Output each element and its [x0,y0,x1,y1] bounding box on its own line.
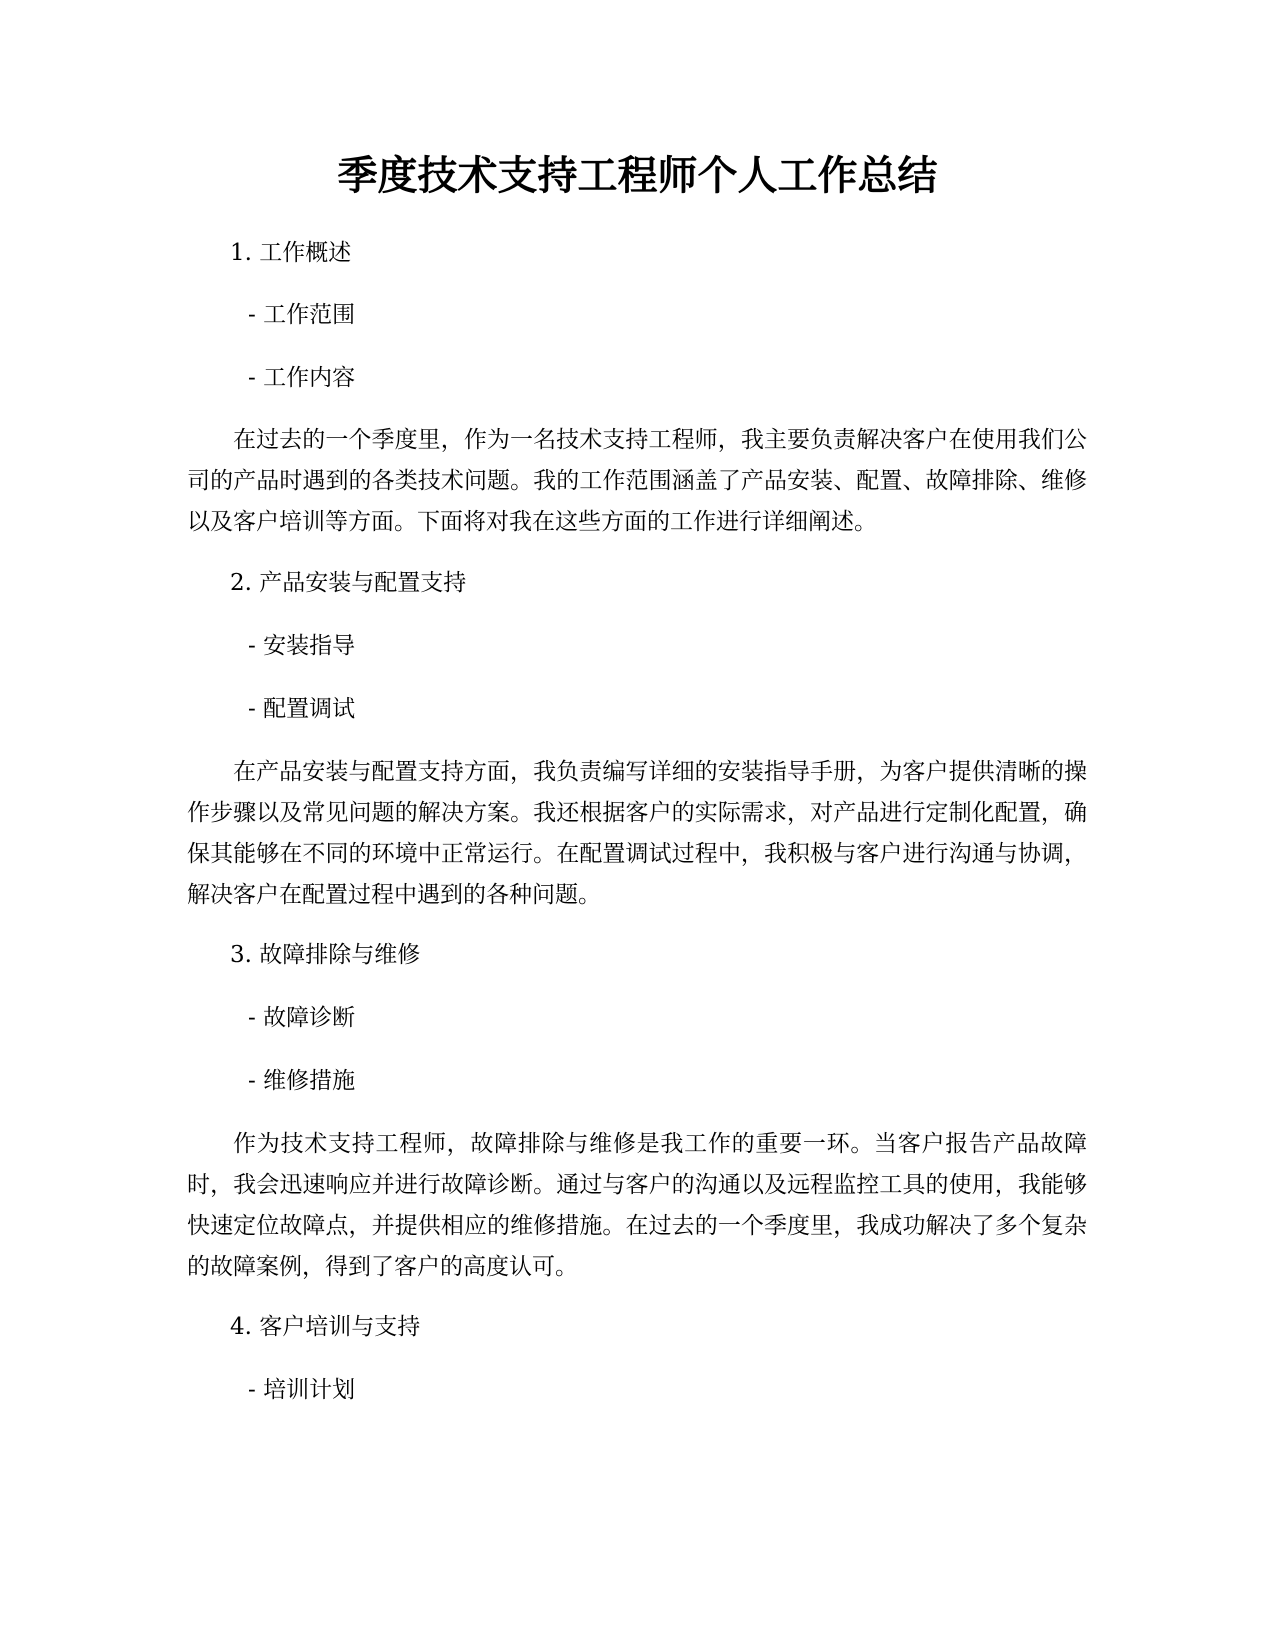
subitem-fault-diagnosis: - 故障诊断 [248,1005,356,1031]
section-heading-training: 4. 客户培训与支持 [230,1314,421,1340]
document-title: 季度技术支持工程师个人工作总结 [337,153,938,199]
section-heading-overview: 1. 工作概述 [230,240,352,266]
subitem-repair-measures: - 维修措施 [248,1068,356,1094]
subitem-config-debug: - 配置调试 [248,696,356,722]
subitem-work-content: - 工作内容 [248,365,356,391]
paragraph-troubleshooting: 作为技术支持工程师，故障排除与维修是我工作的重要一环。当客户报告产品故障时，我会迅速响应并进行故障诊断。通过与客户的沟通以及远程监控工具的使用，我能够快速定位故障点，并提供相应的维修措施。在过去的一个季度里，我成功解决了多个复杂的故障案例，得到了客户的高度认可。 [187,1131,1087,1280]
paragraph-overview: 在过去的一个季度里，作为一名技术支持工程师，我主要负责解决客户在使用我们公司的产品时遇到的各类技术问题。我的工作范围涵盖了产品安装、配置、故障排除、维修以及客户培训等方面。下面将对我在这些方面的工作进行详细阐述。 [187,427,1087,535]
subitem-installation-guide: - 安装指导 [248,633,356,659]
subitem-work-scope: - 工作范围 [248,302,356,328]
paragraph-installation: 在产品安装与配置支持方面，我负责编写详细的安装指导手册，为客户提供清晰的操作步骤以及常见问题的解决方案。我还根据客户的实际需求，对产品进行定制化配置，确保其能够在不同的环境中正常运行。在配置调试过程中，我积极与客户进行沟通与协调，解决客户在配置过程中遇到的各种问题。 [187,759,1087,908]
subitem-training-plan: - 培训计划 [248,1377,356,1403]
section-heading-installation: 2. 产品安装与配置支持 [230,570,467,596]
section-heading-troubleshooting: 3. 故障排除与维修 [230,942,421,968]
